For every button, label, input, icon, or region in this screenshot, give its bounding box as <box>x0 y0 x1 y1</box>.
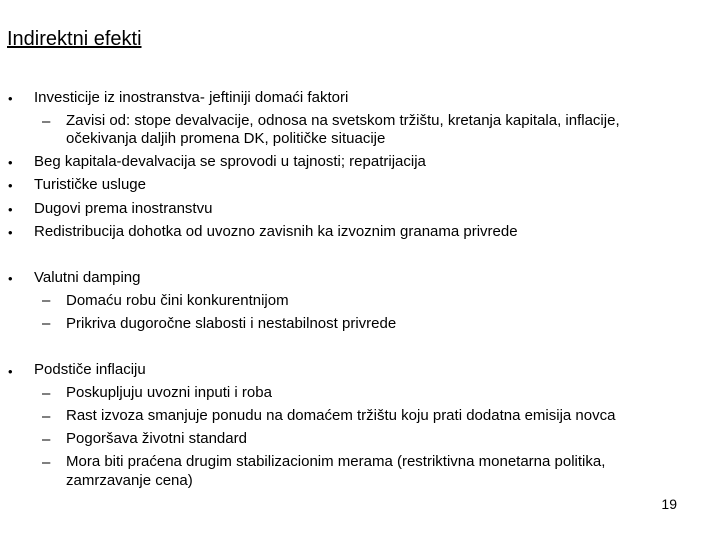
bullet-text-valutni-damping: Valutni damping <box>34 269 141 286</box>
dash: – <box>42 454 51 471</box>
sub-bullet-text-rast-izvoza: Rast izvoza smanjuje ponudu na domaćem tržištu koju prati dodatna emisija novca <box>66 407 616 424</box>
page-number: 19 <box>661 496 677 512</box>
bullet: • <box>8 91 13 106</box>
sub-bullet-text-prikriva: Prikriva dugoročne slabosti i nestabilnost privrede <box>66 315 397 332</box>
bullet-text-podstice-inflaciju: Podstiče inflaciju <box>34 361 146 378</box>
sub-bullet-text-domacu-robu: Domaću robu čini konkurentnijom <box>66 292 289 309</box>
bullet-text-dugovi: Dugovi prema inostranstvu <box>34 200 213 217</box>
slide-title: Indirektni efekti <box>7 28 142 50</box>
sub-bullet-text-poskupljuju: Poskupljuju uvozni inputi i roba <box>66 384 272 401</box>
sub-bullet-text-mora-biti-cont: zamrzavanje cena) <box>66 472 193 489</box>
bullet: • <box>8 271 13 286</box>
sub-bullet-text-zavisi-cont: očekivanja daljih promena DK, političke situacije <box>66 130 386 147</box>
bullet: • <box>8 155 13 170</box>
bullet: • <box>8 364 13 379</box>
bullet: • <box>8 178 13 193</box>
bullet-text-beg-kapitala: Beg kapitala-devalvacija se sprovodi u tajnosti; repatrijacija <box>34 153 426 170</box>
sub-bullet-text-mora-biti: Mora biti praćena drugim stabilizacionim merama (restriktivna monetarna politika, <box>66 453 606 470</box>
bullet: • <box>8 225 13 240</box>
dash: – <box>42 315 51 332</box>
sub-bullet-text-zavisi: Zavisi od: stope devalvacije, odnosa na svetskom tržištu, kretanja kapitala, inflacije, <box>66 112 620 129</box>
bullet-text-redistribucija: Redistribucija dohotka od uvozno zavisnih ka izvoznim granama privrede <box>34 223 518 240</box>
bullet-text-investicije: Investicije iz inostranstva- jeftiniji domaći faktori <box>34 89 349 106</box>
dash: – <box>42 292 51 309</box>
bullet: • <box>8 202 13 217</box>
bullet-text-turisticke: Turističke usluge <box>34 176 146 193</box>
dash: – <box>42 431 51 448</box>
sub-bullet-text-pogorsava: Pogoršava životni standard <box>66 430 247 447</box>
dash: – <box>42 408 51 425</box>
dash: – <box>42 385 51 402</box>
dash: – <box>42 113 51 130</box>
